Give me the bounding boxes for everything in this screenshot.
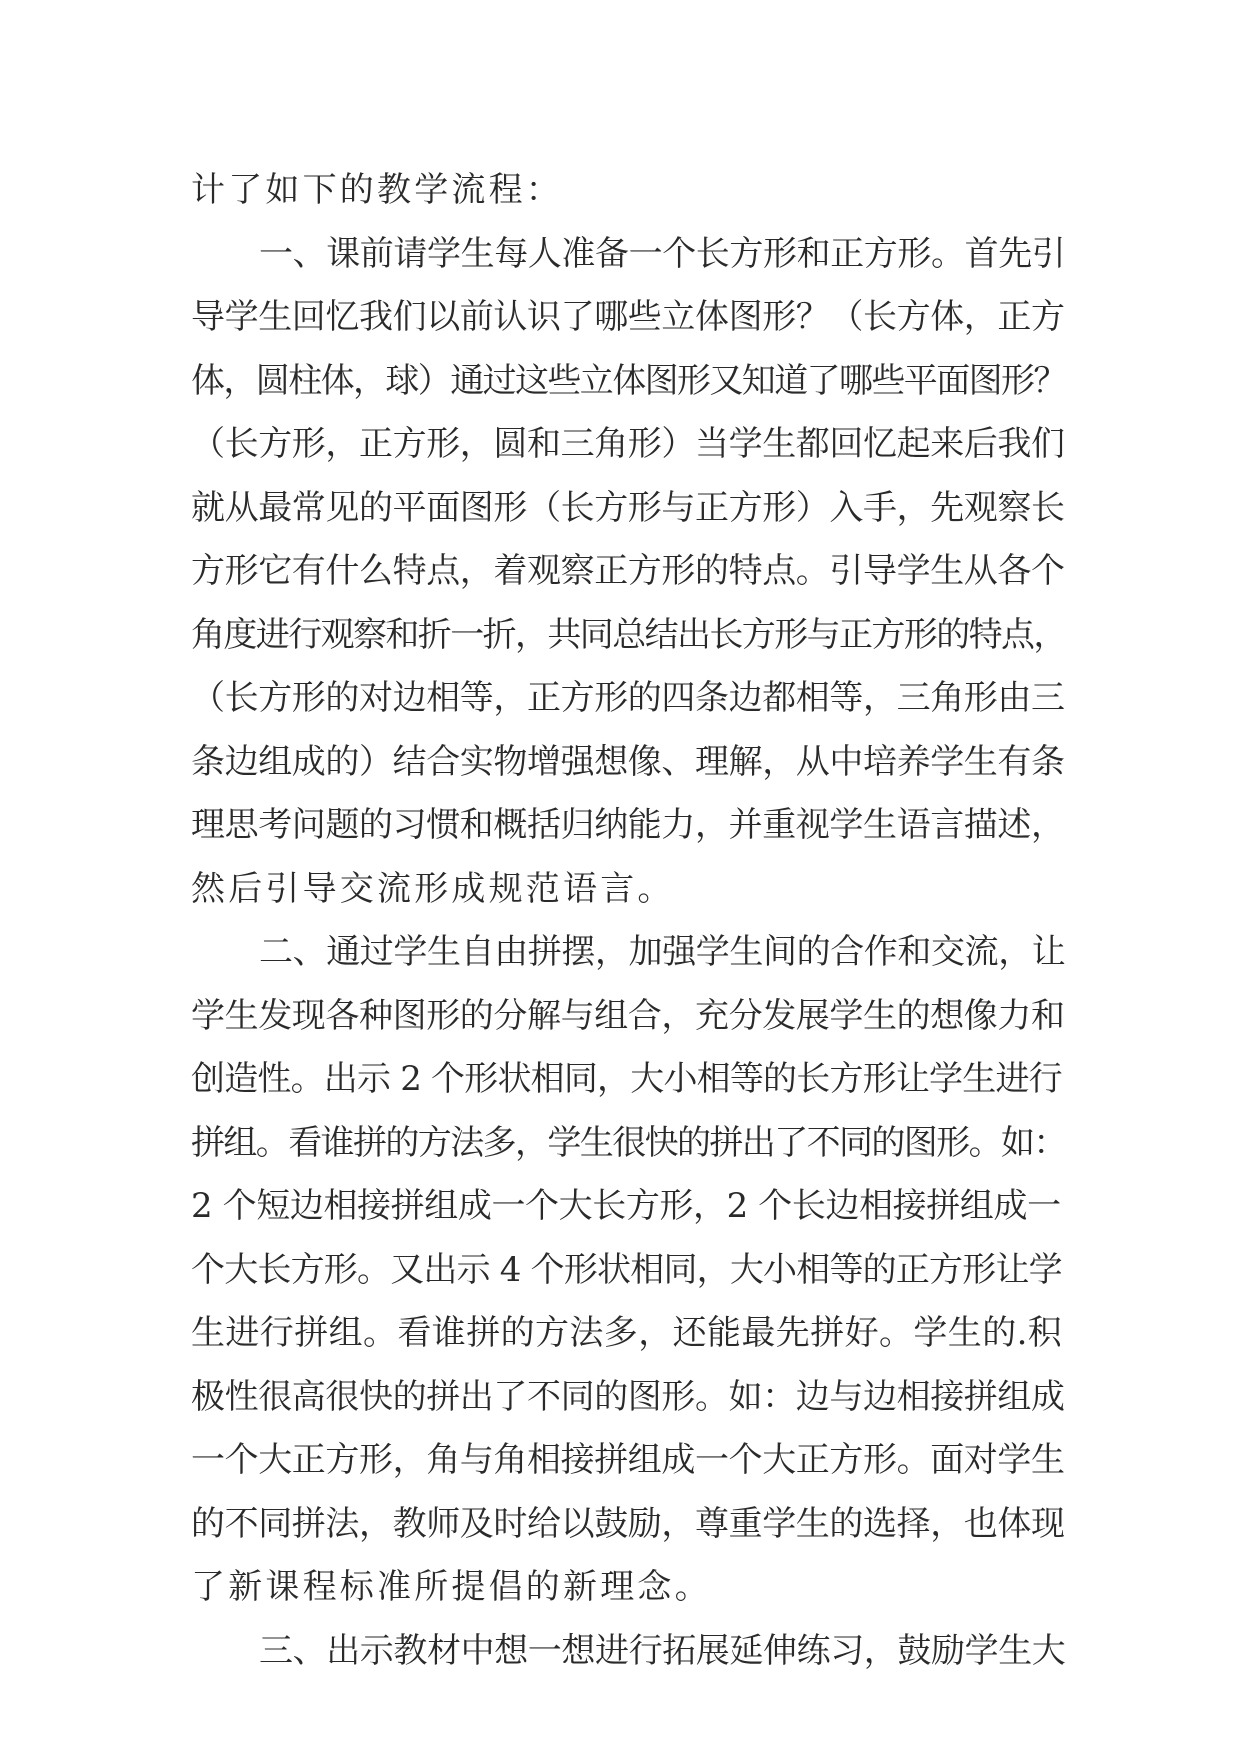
text-line: （长方形，正方形，圆和三角形）当学生都回忆起来后我们 (191, 424, 1065, 464)
paragraph-first-line: 三、出示教材中想一想进行拓展延伸练习，鼓励学生大 (259, 1630, 1066, 1671)
text-line: 方形它有什么特点，着观察正方形的特点。引导学生从各个 (191, 551, 1065, 591)
text-line: （长方形的对边相等，正方形的四条边都相等，三角形由三 (191, 678, 1065, 718)
text-line: 2 个短边相接拼组成一个大长方形，2 个长边相接拼组成一 (191, 1186, 1061, 1226)
text-line: 了新课程标准所提倡的新理念。 (191, 1567, 712, 1607)
document-body (191, 159, 1071, 1683)
text-line: 体，圆柱体，球）通过这些立体图形又知道了哪些平面图形？ (191, 360, 1066, 401)
text-line: 然后引导交流形成规范语言。 (191, 868, 675, 909)
text-line: 个大长方形。又出示 4 个形状相同，大小相等的正方形让学 (191, 1249, 1062, 1290)
text-line: 一个大正方形，角与角相接拼组成一个大正方形。面对学生 (191, 1440, 1065, 1480)
paragraph-first-line: 二、通过学生自由拼摆，加强学生间的合作和交流，让 (259, 932, 1066, 972)
text-line: 极性很高很快的拼出了不同的图形。如：边与边相接拼组成 (191, 1376, 1065, 1417)
text-line: 就从最常见的平面图形（长方形与正方形）入手，先观察长 (191, 487, 1065, 528)
text-line: 角度进行观察和折一折，共同总结出长方形与正方形的特点， (191, 614, 1066, 655)
text-line: 条边组成的）结合实物增强想像、理解，从中培养学生有条 (191, 741, 1065, 782)
paragraph-first-line: 一、课前请学生每人准备一个长方形和正方形。首先引 (259, 233, 1066, 274)
text-line: 学生发现各种图形的分解与组合，充分发展学生的想像力和 (191, 995, 1065, 1036)
text-line: 理思考问题的习惯和概括归纳能力，并重视学生语言描述， (191, 805, 1065, 845)
text-line: 导学生回忆我们以前认识了哪些立体图形？（长方体，正方 (191, 297, 1065, 337)
text-line: 计了如下的教学流程： (191, 170, 563, 210)
text-line: 拼组。看谁拼的方法多，学生很快的拼出了不同的图形。如： (191, 1122, 1066, 1163)
text-line: 创造性。出示 2 个形状相同，大小相等的长方形让学生进行 (191, 1059, 1062, 1099)
text-line: 的不同拼法，教师及时给以鼓励，尊重学生的选择，也体现 (191, 1503, 1065, 1544)
text-line: 生进行拼组。看谁拼的方法多，还能最先拼好。学生的.积 (191, 1313, 1063, 1353)
